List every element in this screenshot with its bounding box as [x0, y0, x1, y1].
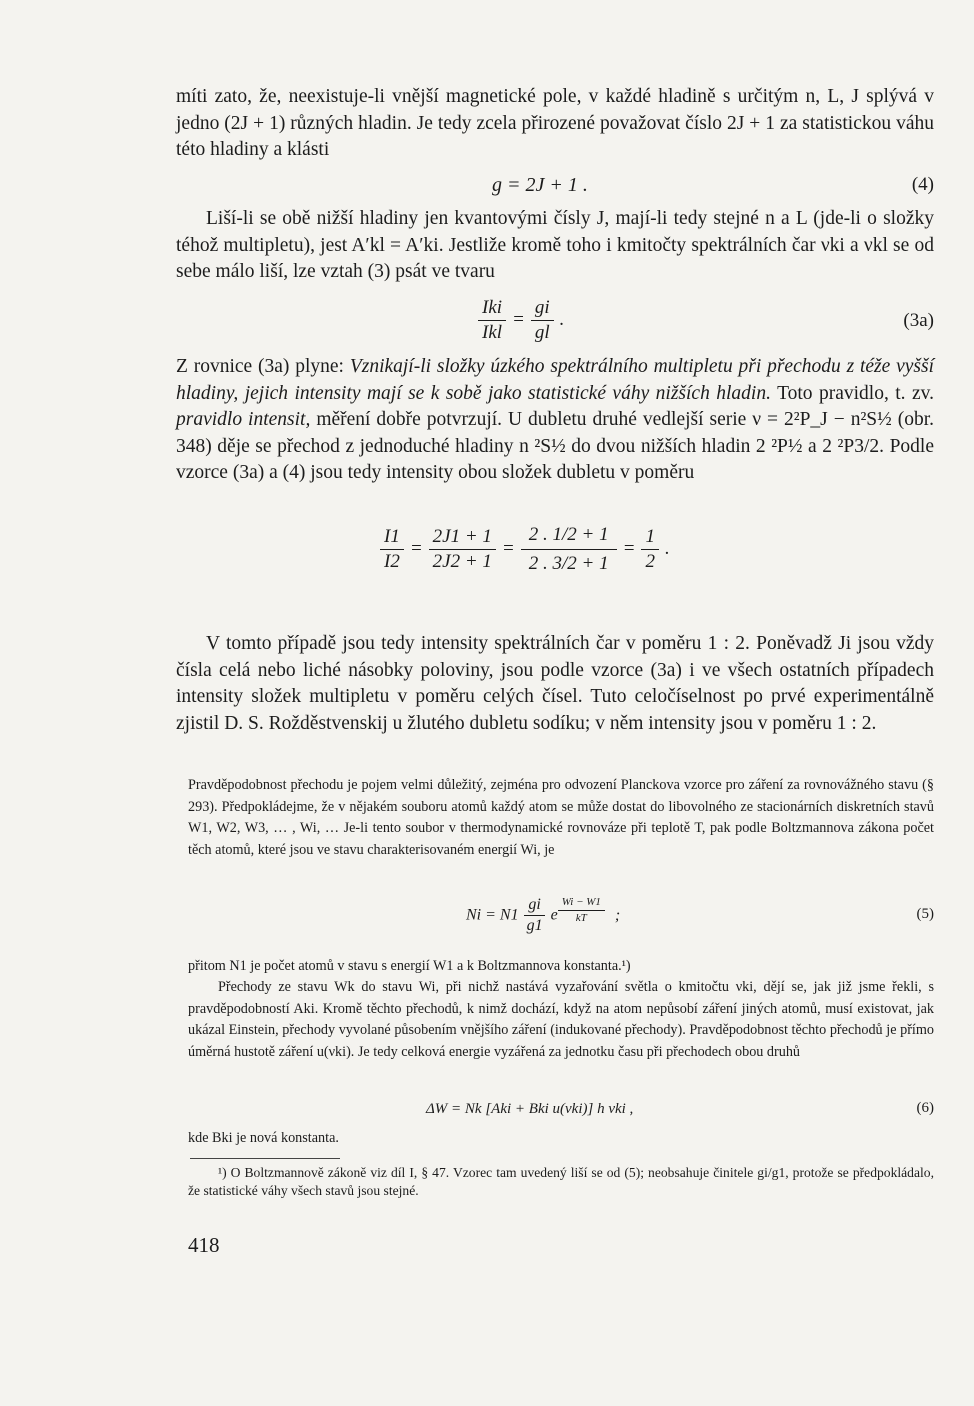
paragraph-5: Pravděpodobnost přechodu je pojem velmi důležitý, zejména pro odvození Planckova vzorce pro záření za rovnovážného stavu (§ 293). Předpokládejme, že v nějakém souboru atomů každý atom se může dostat do libovolného ze stacionárních diskretních stavů W1, W2, W3, … , Wi, … Je-li tento soubor v thermodynamické rovnováze při teplotě T, pak podle Boltzmannova zákona počet těch atomů, které jsou ve stavu charakterisovaném energií Wi, je — [188, 777, 934, 858]
page-number: 418 — [188, 1233, 220, 1257]
equation-4-number: (4) — [911, 174, 934, 195]
paragraph-2: Liší-li se obě nižší hladiny jen kvantovými čísly J, mají-li tedy stejné n a L (jde-li o složky téhož multipletu), jest A′kl = A′ki. Jestliže kromě toho i kmitočty spektrálních čar νki a νkl se od sebe málo liší, lze vztah (3) psát ve tvaru — [176, 208, 934, 283]
rule-statement: Vznikají-li složky úzkého spektrálního multipletu při přechodu z téže vyšší hladiny, jejich intensity mají se k sobě jako statistické váhy nižších hladin. — [176, 356, 935, 404]
equation-5-number: (5) — [916, 906, 934, 922]
rule-term: pravidlo intensit, — [176, 409, 311, 431]
paragraph-8: kde Bki je nová konstanta. — [188, 1130, 339, 1146]
fraction-weights: $\frac{gi}{gl}$ — [531, 297, 554, 344]
paragraph-7: Přechody ze stavu Wk do stavu Wi, při nichž nastává vyzařování světla o kmitočtu νki, dějí se, jak již jsme řekli, s pravděpodobností Aki. Kromě těchto přechodů, k nimž dochází, když na atom nepůsobí záření jiných atomů, musí existovat, jak ukázal Einstein, přechody vyvolané působením vnějšího záření (indukované přechody). Pravděpodobnost těchto přechodů je přímo úměrná hustotě záření u(νki). Je tedy celková energie vyzářená za jednotku času při přechodech obou druhů — [188, 979, 934, 1060]
equation-3a-number: (3a) — [903, 310, 934, 331]
fraction-intensity: $\frac{\text{Iki}}{\text{Ikl}}$ — [478, 297, 506, 344]
footnote-rule — [190, 1158, 340, 1159]
paragraph-3: Z rovnice (3a) plyne: Vznikají-li složky úzkého spektrálního multipletu při přechodu z téže vyšší hladiny, jejich intensity mají se k sobě jako statistické váhy nižších hladin. Toto pravidlo, t. zv. pravidlo intensit, měření dobře potvrzují. U dubletu druhé vedlejší serie ν = 2²P_J − n²S½ (obr. 348) děje se přechod z jednoduché hladiny n ²S½ do dvou nižších hladin 2 ²P½ a 2 ²P3/2. Podle vzorce (3a) a (4) jsou tedy intensity obou složek dubletu v poměru — [176, 356, 935, 484]
equation-6-number: (6) — [916, 1100, 934, 1116]
paragraph-4: V tomto případě jsou tedy intensity spektrálních čar v poměru 1 : 2. Poněvadž Ji jsou vždy čísla celá nebo liché násobky poloviny, jsou podle vzorce (3a) i ve všech ostatních případech intensity složek multipletu v poměru celých čísel. Tuto celočíselnost po prvé experimentálně zjistil D. S. Rožděstvenskij u žlutého dubletu sodíku; v něm intensity jsou v poměru 1 : 2. — [176, 633, 934, 734]
paragraph-6: přitom N1 je počet atomů v stavu s energií W1 a k Boltzmannova konstanta.¹) — [188, 958, 631, 974]
equation-5: Ni = N1 $\frac{gi}{g1}$ e $\frac{Wi - W1}{kT}$ ; — [466, 896, 621, 935]
equation-6: ΔW = Nk [Aki + Bki u(νki)] h νki , — [426, 1101, 634, 1117]
footnote: ¹) O Boltzmannově zákoně viz díl I, § 47. Vzorec tam uvedený liší se od (5); neobsahuje činitele gi/g1, protože se předpokládalo, že statistické váhy všech stavů jsou stejné. — [188, 1165, 934, 1199]
equation-ratio: $\frac{I1}{I2}$ = $\frac{2J1 + 1}{2J2 + 1}$ = $\frac{2 . 1/2 + 1}{2 . 3/2 + 1}$ = $\frac{1}{2}$ . — [380, 524, 676, 575]
equation-3a: $\frac{\text{Iki}}{\text{Ikl}}$ = $\frac{gi}{gl}$ . — [478, 297, 570, 344]
paragraph-1: míti zato, že, neexistuje-li vnější magnetické pole, v každé hladině s určitým n, L, J splývá v jedno (2J + 1) různých hladin. Je tedy zcela přirozené považovat číslo 2J + 1 za statistickou váhu této hladiny a klásti — [176, 86, 934, 161]
equation-4: g = 2J + 1 . — [492, 174, 588, 196]
